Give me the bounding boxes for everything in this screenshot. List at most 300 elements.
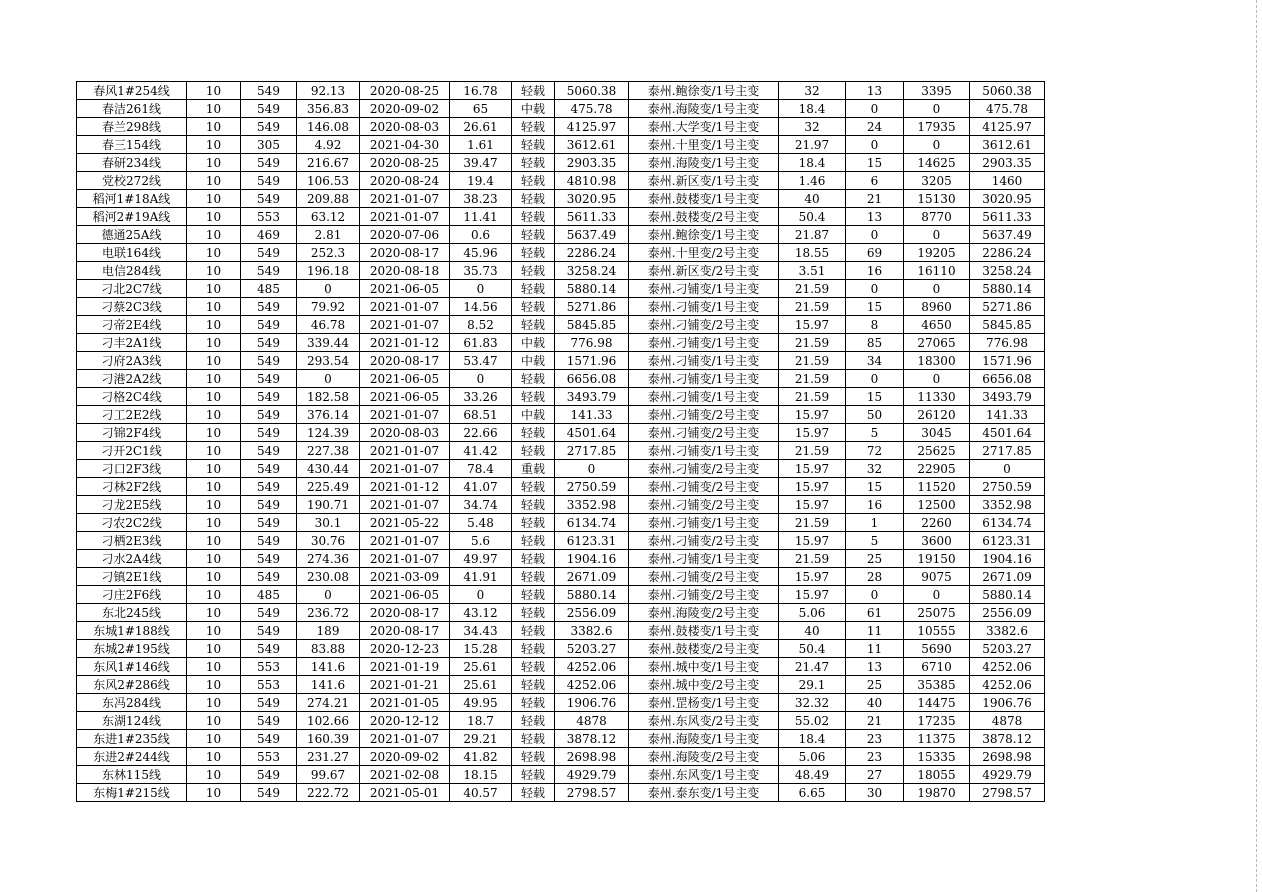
transformer-load-cell: 21.59 <box>779 298 846 316</box>
transformer-cell: 泰州.刁铺变/1号主变 <box>629 388 779 406</box>
date-cell: 2020-08-25 <box>360 82 450 100</box>
voltage-cell: 10 <box>187 298 241 316</box>
capacity-cell: 2260 <box>904 514 970 532</box>
user-count-cell: 50 <box>846 406 904 424</box>
capacity-cell: 0 <box>904 586 970 604</box>
load-status-cell: 轻载 <box>512 172 555 190</box>
transformer-cell: 泰州.大学变/1号主变 <box>629 118 779 136</box>
line-name-cell: 东城1#188线 <box>77 622 187 640</box>
remaining-capacity-cell: 2750.59 <box>970 478 1045 496</box>
available-capacity-cell: 776.98 <box>555 334 629 352</box>
rated-current-cell: 549 <box>241 334 297 352</box>
user-count-cell: 69 <box>846 244 904 262</box>
table-row <box>77 694 1045 712</box>
available-capacity-cell: 4810.98 <box>555 172 629 190</box>
transformer-load-cell: 21.59 <box>779 550 846 568</box>
date-cell: 2021-06-05 <box>360 388 450 406</box>
current-cell: 106.53 <box>297 172 360 190</box>
load-status-cell: 轻载 <box>512 730 555 748</box>
remaining-capacity-cell: 2903.35 <box>970 154 1045 172</box>
transformer-cell: 泰州.刁铺变/2号主变 <box>629 316 779 334</box>
date-cell: 2020-09-02 <box>360 100 450 118</box>
table-row <box>77 172 1045 190</box>
available-capacity-cell: 2698.98 <box>555 748 629 766</box>
rated-current-cell: 549 <box>241 172 297 190</box>
user-count-cell: 24 <box>846 118 904 136</box>
current-cell: 99.67 <box>297 766 360 784</box>
line-name-cell: 刁丰2A1线 <box>77 334 187 352</box>
transformer-load-cell: 40 <box>779 622 846 640</box>
user-count-cell: 13 <box>846 658 904 676</box>
current-cell: 182.58 <box>297 388 360 406</box>
remaining-capacity-cell: 0 <box>970 460 1045 478</box>
available-capacity-cell: 3020.95 <box>555 190 629 208</box>
available-capacity-cell: 5271.86 <box>555 298 629 316</box>
rated-current-cell: 549 <box>241 568 297 586</box>
capacity-cell: 3045 <box>904 424 970 442</box>
transformer-cell: 泰州.东风变/2号主变 <box>629 712 779 730</box>
user-count-cell: 1 <box>846 514 904 532</box>
voltage-cell: 10 <box>187 496 241 514</box>
transformer-cell: 泰州.刁铺变/1号主变 <box>629 370 779 388</box>
load-rate-cell: 43.12 <box>450 604 512 622</box>
remaining-capacity-cell: 3878.12 <box>970 730 1045 748</box>
current-cell: 189 <box>297 622 360 640</box>
table-row <box>77 532 1045 550</box>
transformer-cell: 泰州.海陵变/1号主变 <box>629 154 779 172</box>
current-cell: 274.36 <box>297 550 360 568</box>
line-name-cell: 电信284线 <box>77 262 187 280</box>
transformer-cell: 泰州.海陵变/2号主变 <box>629 748 779 766</box>
capacity-cell: 11520 <box>904 478 970 496</box>
line-name-cell: 刁港2A2线 <box>77 370 187 388</box>
remaining-capacity-cell: 6123.31 <box>970 532 1045 550</box>
available-capacity-cell: 4878 <box>555 712 629 730</box>
transformer-load-cell: 21.87 <box>779 226 846 244</box>
load-status-cell: 轻载 <box>512 496 555 514</box>
available-capacity-cell: 475.78 <box>555 100 629 118</box>
table-row <box>77 748 1045 766</box>
current-cell: 274.21 <box>297 694 360 712</box>
date-cell: 2021-01-07 <box>360 406 450 424</box>
line-name-cell: 刁北2C7线 <box>77 280 187 298</box>
current-cell: 146.08 <box>297 118 360 136</box>
date-cell: 2020-12-12 <box>360 712 450 730</box>
available-capacity-cell: 5845.85 <box>555 316 629 334</box>
load-rate-cell: 18.7 <box>450 712 512 730</box>
voltage-cell: 10 <box>187 190 241 208</box>
rated-current-cell: 549 <box>241 82 297 100</box>
voltage-cell: 10 <box>187 316 241 334</box>
load-status-cell: 轻载 <box>512 244 555 262</box>
date-cell: 2021-01-07 <box>360 532 450 550</box>
load-status-cell: 轻载 <box>512 208 555 226</box>
load-rate-cell: 11.41 <box>450 208 512 226</box>
remaining-capacity-cell: 2286.24 <box>970 244 1045 262</box>
transformer-cell: 泰州.刁铺变/1号主变 <box>629 334 779 352</box>
current-cell: 430.44 <box>297 460 360 478</box>
load-rate-cell: 61.83 <box>450 334 512 352</box>
transformer-load-cell: 18.4 <box>779 100 846 118</box>
voltage-cell: 10 <box>187 154 241 172</box>
table-row <box>77 622 1045 640</box>
voltage-cell: 10 <box>187 694 241 712</box>
table-row <box>77 604 1045 622</box>
table-row <box>77 244 1045 262</box>
available-capacity-cell: 1904.16 <box>555 550 629 568</box>
date-cell: 2020-07-06 <box>360 226 450 244</box>
rated-current-cell: 549 <box>241 316 297 334</box>
remaining-capacity-cell: 4929.79 <box>970 766 1045 784</box>
voltage-cell: 10 <box>187 208 241 226</box>
load-status-cell: 轻载 <box>512 784 555 802</box>
load-status-cell: 轻载 <box>512 118 555 136</box>
load-rate-cell: 53.47 <box>450 352 512 370</box>
transformer-load-cell: 18.55 <box>779 244 846 262</box>
transformer-cell: 泰州.海陵变/1号主变 <box>629 730 779 748</box>
remaining-capacity-cell: 5060.38 <box>970 82 1045 100</box>
load-rate-cell: 18.15 <box>450 766 512 784</box>
load-rate-cell: 29.21 <box>450 730 512 748</box>
line-name-cell: 刁帝2E4线 <box>77 316 187 334</box>
voltage-cell: 10 <box>187 262 241 280</box>
rated-current-cell: 305 <box>241 136 297 154</box>
available-capacity-cell: 4252.06 <box>555 676 629 694</box>
date-cell: 2021-02-08 <box>360 766 450 784</box>
current-cell: 196.18 <box>297 262 360 280</box>
table-row <box>77 460 1045 478</box>
user-count-cell: 34 <box>846 352 904 370</box>
capacity-cell: 15130 <box>904 190 970 208</box>
load-rate-cell: 38.23 <box>450 190 512 208</box>
rated-current-cell: 549 <box>241 478 297 496</box>
line-name-cell: 刁栖2E3线 <box>77 532 187 550</box>
load-rate-cell: 40.57 <box>450 784 512 802</box>
load-status-cell: 轻载 <box>512 514 555 532</box>
rated-current-cell: 549 <box>241 118 297 136</box>
transformer-load-cell: 29.1 <box>779 676 846 694</box>
load-rate-cell: 65 <box>450 100 512 118</box>
current-cell: 339.44 <box>297 334 360 352</box>
date-cell: 2021-01-05 <box>360 694 450 712</box>
voltage-cell: 10 <box>187 478 241 496</box>
capacity-cell: 14475 <box>904 694 970 712</box>
voltage-cell: 10 <box>187 460 241 478</box>
capacity-cell: 25075 <box>904 604 970 622</box>
transformer-load-cell: 3.51 <box>779 262 846 280</box>
remaining-capacity-cell: 1460 <box>970 172 1045 190</box>
transformer-load-cell: 21.59 <box>779 388 846 406</box>
load-rate-cell: 45.96 <box>450 244 512 262</box>
table-row <box>77 136 1045 154</box>
load-rate-cell: 41.42 <box>450 442 512 460</box>
load-status-cell: 轻载 <box>512 640 555 658</box>
date-cell: 2020-08-24 <box>360 172 450 190</box>
voltage-cell: 10 <box>187 370 241 388</box>
user-count-cell: 21 <box>846 190 904 208</box>
capacity-cell: 8770 <box>904 208 970 226</box>
load-rate-cell: 34.43 <box>450 622 512 640</box>
line-name-cell: 党校272线 <box>77 172 187 190</box>
remaining-capacity-cell: 4501.64 <box>970 424 1045 442</box>
line-name-cell: 春风1#254线 <box>77 82 187 100</box>
user-count-cell: 0 <box>846 280 904 298</box>
voltage-cell: 10 <box>187 244 241 262</box>
current-cell: 0 <box>297 586 360 604</box>
transformer-cell: 泰州.十里变/1号主变 <box>629 136 779 154</box>
current-cell: 209.88 <box>297 190 360 208</box>
date-cell: 2020-08-17 <box>360 604 450 622</box>
date-cell: 2021-05-01 <box>360 784 450 802</box>
voltage-cell: 10 <box>187 550 241 568</box>
voltage-cell: 10 <box>187 532 241 550</box>
voltage-cell: 10 <box>187 766 241 784</box>
capacity-cell: 9075 <box>904 568 970 586</box>
voltage-cell: 10 <box>187 352 241 370</box>
line-name-cell: 刁镇2E1线 <box>77 568 187 586</box>
line-name-cell: 稻河1#18A线 <box>77 190 187 208</box>
rated-current-cell: 549 <box>241 532 297 550</box>
capacity-cell: 22905 <box>904 460 970 478</box>
current-cell: 30.76 <box>297 532 360 550</box>
user-count-cell: 0 <box>846 586 904 604</box>
transformer-cell: 泰州.鼓楼变/1号主变 <box>629 622 779 640</box>
line-name-cell: 刁蔡2C3线 <box>77 298 187 316</box>
rated-current-cell: 549 <box>241 496 297 514</box>
voltage-cell: 10 <box>187 100 241 118</box>
transformer-load-cell: 18.4 <box>779 730 846 748</box>
capacity-cell: 26120 <box>904 406 970 424</box>
load-status-cell: 轻载 <box>512 604 555 622</box>
rated-current-cell: 549 <box>241 622 297 640</box>
transformer-load-cell: 15.97 <box>779 460 846 478</box>
transformer-cell: 泰州.鲍徐变/1号主变 <box>629 226 779 244</box>
user-count-cell: 0 <box>846 370 904 388</box>
current-cell: 190.71 <box>297 496 360 514</box>
load-rate-cell: 35.73 <box>450 262 512 280</box>
transformer-cell: 泰州.鼓楼变/1号主变 <box>629 190 779 208</box>
capacity-cell: 14625 <box>904 154 970 172</box>
remaining-capacity-cell: 6134.74 <box>970 514 1045 532</box>
table-row <box>77 514 1045 532</box>
transformer-cell: 泰州.十里变/2号主变 <box>629 244 779 262</box>
transformer-cell: 泰州.刁铺变/1号主变 <box>629 280 779 298</box>
user-count-cell: 8 <box>846 316 904 334</box>
date-cell: 2020-08-17 <box>360 622 450 640</box>
transformer-load-cell: 40 <box>779 190 846 208</box>
table-row <box>77 370 1045 388</box>
capacity-cell: 11375 <box>904 730 970 748</box>
rated-current-cell: 549 <box>241 244 297 262</box>
line-name-cell: 春三154线 <box>77 136 187 154</box>
line-name-cell: 刁开2C1线 <box>77 442 187 460</box>
date-cell: 2021-06-05 <box>360 280 450 298</box>
voltage-cell: 10 <box>187 334 241 352</box>
rated-current-cell: 549 <box>241 784 297 802</box>
transformer-load-cell: 5.06 <box>779 748 846 766</box>
line-name-cell: 刁龙2E5线 <box>77 496 187 514</box>
remaining-capacity-cell: 4125.97 <box>970 118 1045 136</box>
rated-current-cell: 549 <box>241 298 297 316</box>
voltage-cell: 10 <box>187 388 241 406</box>
available-capacity-cell: 0 <box>555 460 629 478</box>
rated-current-cell: 549 <box>241 262 297 280</box>
user-count-cell: 16 <box>846 496 904 514</box>
user-count-cell: 61 <box>846 604 904 622</box>
current-cell: 102.66 <box>297 712 360 730</box>
load-status-cell: 轻载 <box>512 370 555 388</box>
capacity-cell: 3205 <box>904 172 970 190</box>
capacity-cell: 15335 <box>904 748 970 766</box>
current-cell: 231.27 <box>297 748 360 766</box>
rated-current-cell: 549 <box>241 514 297 532</box>
load-status-cell: 轻载 <box>512 82 555 100</box>
user-count-cell: 72 <box>846 442 904 460</box>
load-status-cell: 轻载 <box>512 280 555 298</box>
date-cell: 2020-09-02 <box>360 748 450 766</box>
available-capacity-cell: 3493.79 <box>555 388 629 406</box>
table-row <box>77 280 1045 298</box>
table-row <box>77 100 1045 118</box>
load-status-cell: 轻载 <box>512 766 555 784</box>
rated-current-cell: 549 <box>241 388 297 406</box>
transformer-load-cell: 21.47 <box>779 658 846 676</box>
available-capacity-cell: 3352.98 <box>555 496 629 514</box>
user-count-cell: 13 <box>846 208 904 226</box>
load-status-cell: 轻载 <box>512 478 555 496</box>
current-cell: 46.78 <box>297 316 360 334</box>
available-capacity-cell: 3258.24 <box>555 262 629 280</box>
line-name-cell: 刁口2F3线 <box>77 460 187 478</box>
load-rate-cell: 0 <box>450 586 512 604</box>
transformer-load-cell: 1.46 <box>779 172 846 190</box>
current-cell: 141.6 <box>297 676 360 694</box>
user-count-cell: 15 <box>846 154 904 172</box>
capacity-cell: 8960 <box>904 298 970 316</box>
date-cell: 2021-01-07 <box>360 298 450 316</box>
transformer-cell: 泰州.刁铺变/2号主变 <box>629 424 779 442</box>
current-cell: 227.38 <box>297 442 360 460</box>
table-row <box>77 262 1045 280</box>
remaining-capacity-cell: 1571.96 <box>970 352 1045 370</box>
transformer-load-cell: 21.59 <box>779 514 846 532</box>
available-capacity-cell: 5880.14 <box>555 586 629 604</box>
rated-current-cell: 553 <box>241 208 297 226</box>
transformer-load-cell: 48.49 <box>779 766 846 784</box>
current-cell: 30.1 <box>297 514 360 532</box>
user-count-cell: 15 <box>846 478 904 496</box>
current-cell: 141.6 <box>297 658 360 676</box>
line-name-cell: 东林115线 <box>77 766 187 784</box>
user-count-cell: 13 <box>846 82 904 100</box>
capacity-cell: 19150 <box>904 550 970 568</box>
load-rate-cell: 14.56 <box>450 298 512 316</box>
transformer-cell: 泰州.刁铺变/1号主变 <box>629 514 779 532</box>
transformer-load-cell: 32 <box>779 82 846 100</box>
date-cell: 2021-01-07 <box>360 460 450 478</box>
transformer-load-cell: 32.32 <box>779 694 846 712</box>
current-cell: 0 <box>297 280 360 298</box>
remaining-capacity-cell: 1906.76 <box>970 694 1045 712</box>
load-status-cell: 轻载 <box>512 568 555 586</box>
available-capacity-cell: 2798.57 <box>555 784 629 802</box>
remaining-capacity-cell: 6656.08 <box>970 370 1045 388</box>
voltage-cell: 10 <box>187 730 241 748</box>
remaining-capacity-cell: 4252.06 <box>970 676 1045 694</box>
transformer-cell: 泰州.城中变/2号主变 <box>629 676 779 694</box>
current-cell: 63.12 <box>297 208 360 226</box>
available-capacity-cell: 4929.79 <box>555 766 629 784</box>
user-count-cell: 5 <box>846 424 904 442</box>
load-status-cell: 中载 <box>512 334 555 352</box>
capacity-cell: 25625 <box>904 442 970 460</box>
remaining-capacity-cell: 1904.16 <box>970 550 1045 568</box>
remaining-capacity-cell: 5611.33 <box>970 208 1045 226</box>
line-name-cell: 刁庄2F6线 <box>77 586 187 604</box>
available-capacity-cell: 4252.06 <box>555 658 629 676</box>
load-rate-cell: 41.82 <box>450 748 512 766</box>
table-row <box>77 586 1045 604</box>
load-rate-cell: 68.51 <box>450 406 512 424</box>
remaining-capacity-cell: 3352.98 <box>970 496 1045 514</box>
current-cell: 160.39 <box>297 730 360 748</box>
capacity-cell: 0 <box>904 226 970 244</box>
rated-current-cell: 553 <box>241 748 297 766</box>
user-count-cell: 23 <box>846 748 904 766</box>
transformer-cell: 泰州.城中变/1号主变 <box>629 658 779 676</box>
load-rate-cell: 49.95 <box>450 694 512 712</box>
date-cell: 2021-01-19 <box>360 658 450 676</box>
available-capacity-cell: 3382.6 <box>555 622 629 640</box>
remaining-capacity-cell: 475.78 <box>970 100 1045 118</box>
table-row <box>77 442 1045 460</box>
voltage-cell: 10 <box>187 226 241 244</box>
voltage-cell: 10 <box>187 280 241 298</box>
rated-current-cell: 549 <box>241 640 297 658</box>
voltage-cell: 10 <box>187 172 241 190</box>
load-status-cell: 轻载 <box>512 712 555 730</box>
load-rate-cell: 15.28 <box>450 640 512 658</box>
load-status-cell: 轻载 <box>512 658 555 676</box>
available-capacity-cell: 2750.59 <box>555 478 629 496</box>
date-cell: 2021-05-22 <box>360 514 450 532</box>
transformer-load-cell: 15.97 <box>779 586 846 604</box>
capacity-cell: 3395 <box>904 82 970 100</box>
available-capacity-cell: 3878.12 <box>555 730 629 748</box>
line-name-cell: 刁水2A4线 <box>77 550 187 568</box>
rated-current-cell: 485 <box>241 280 297 298</box>
date-cell: 2021-01-07 <box>360 442 450 460</box>
rated-current-cell: 549 <box>241 712 297 730</box>
load-status-cell: 轻载 <box>512 316 555 334</box>
load-rate-cell: 34.74 <box>450 496 512 514</box>
load-rate-cell: 19.4 <box>450 172 512 190</box>
load-status-cell: 轻载 <box>512 424 555 442</box>
available-capacity-cell: 6134.74 <box>555 514 629 532</box>
table-row <box>77 316 1045 334</box>
load-status-cell: 轻载 <box>512 694 555 712</box>
transformer-load-cell: 15.97 <box>779 424 846 442</box>
load-status-cell: 中载 <box>512 352 555 370</box>
table-row <box>77 208 1045 226</box>
transformer-load-cell: 21.59 <box>779 352 846 370</box>
capacity-cell: 16110 <box>904 262 970 280</box>
table-row <box>77 478 1045 496</box>
voltage-cell: 10 <box>187 568 241 586</box>
table-row <box>77 190 1045 208</box>
load-status-cell: 轻载 <box>512 676 555 694</box>
remaining-capacity-cell: 2556.09 <box>970 604 1045 622</box>
